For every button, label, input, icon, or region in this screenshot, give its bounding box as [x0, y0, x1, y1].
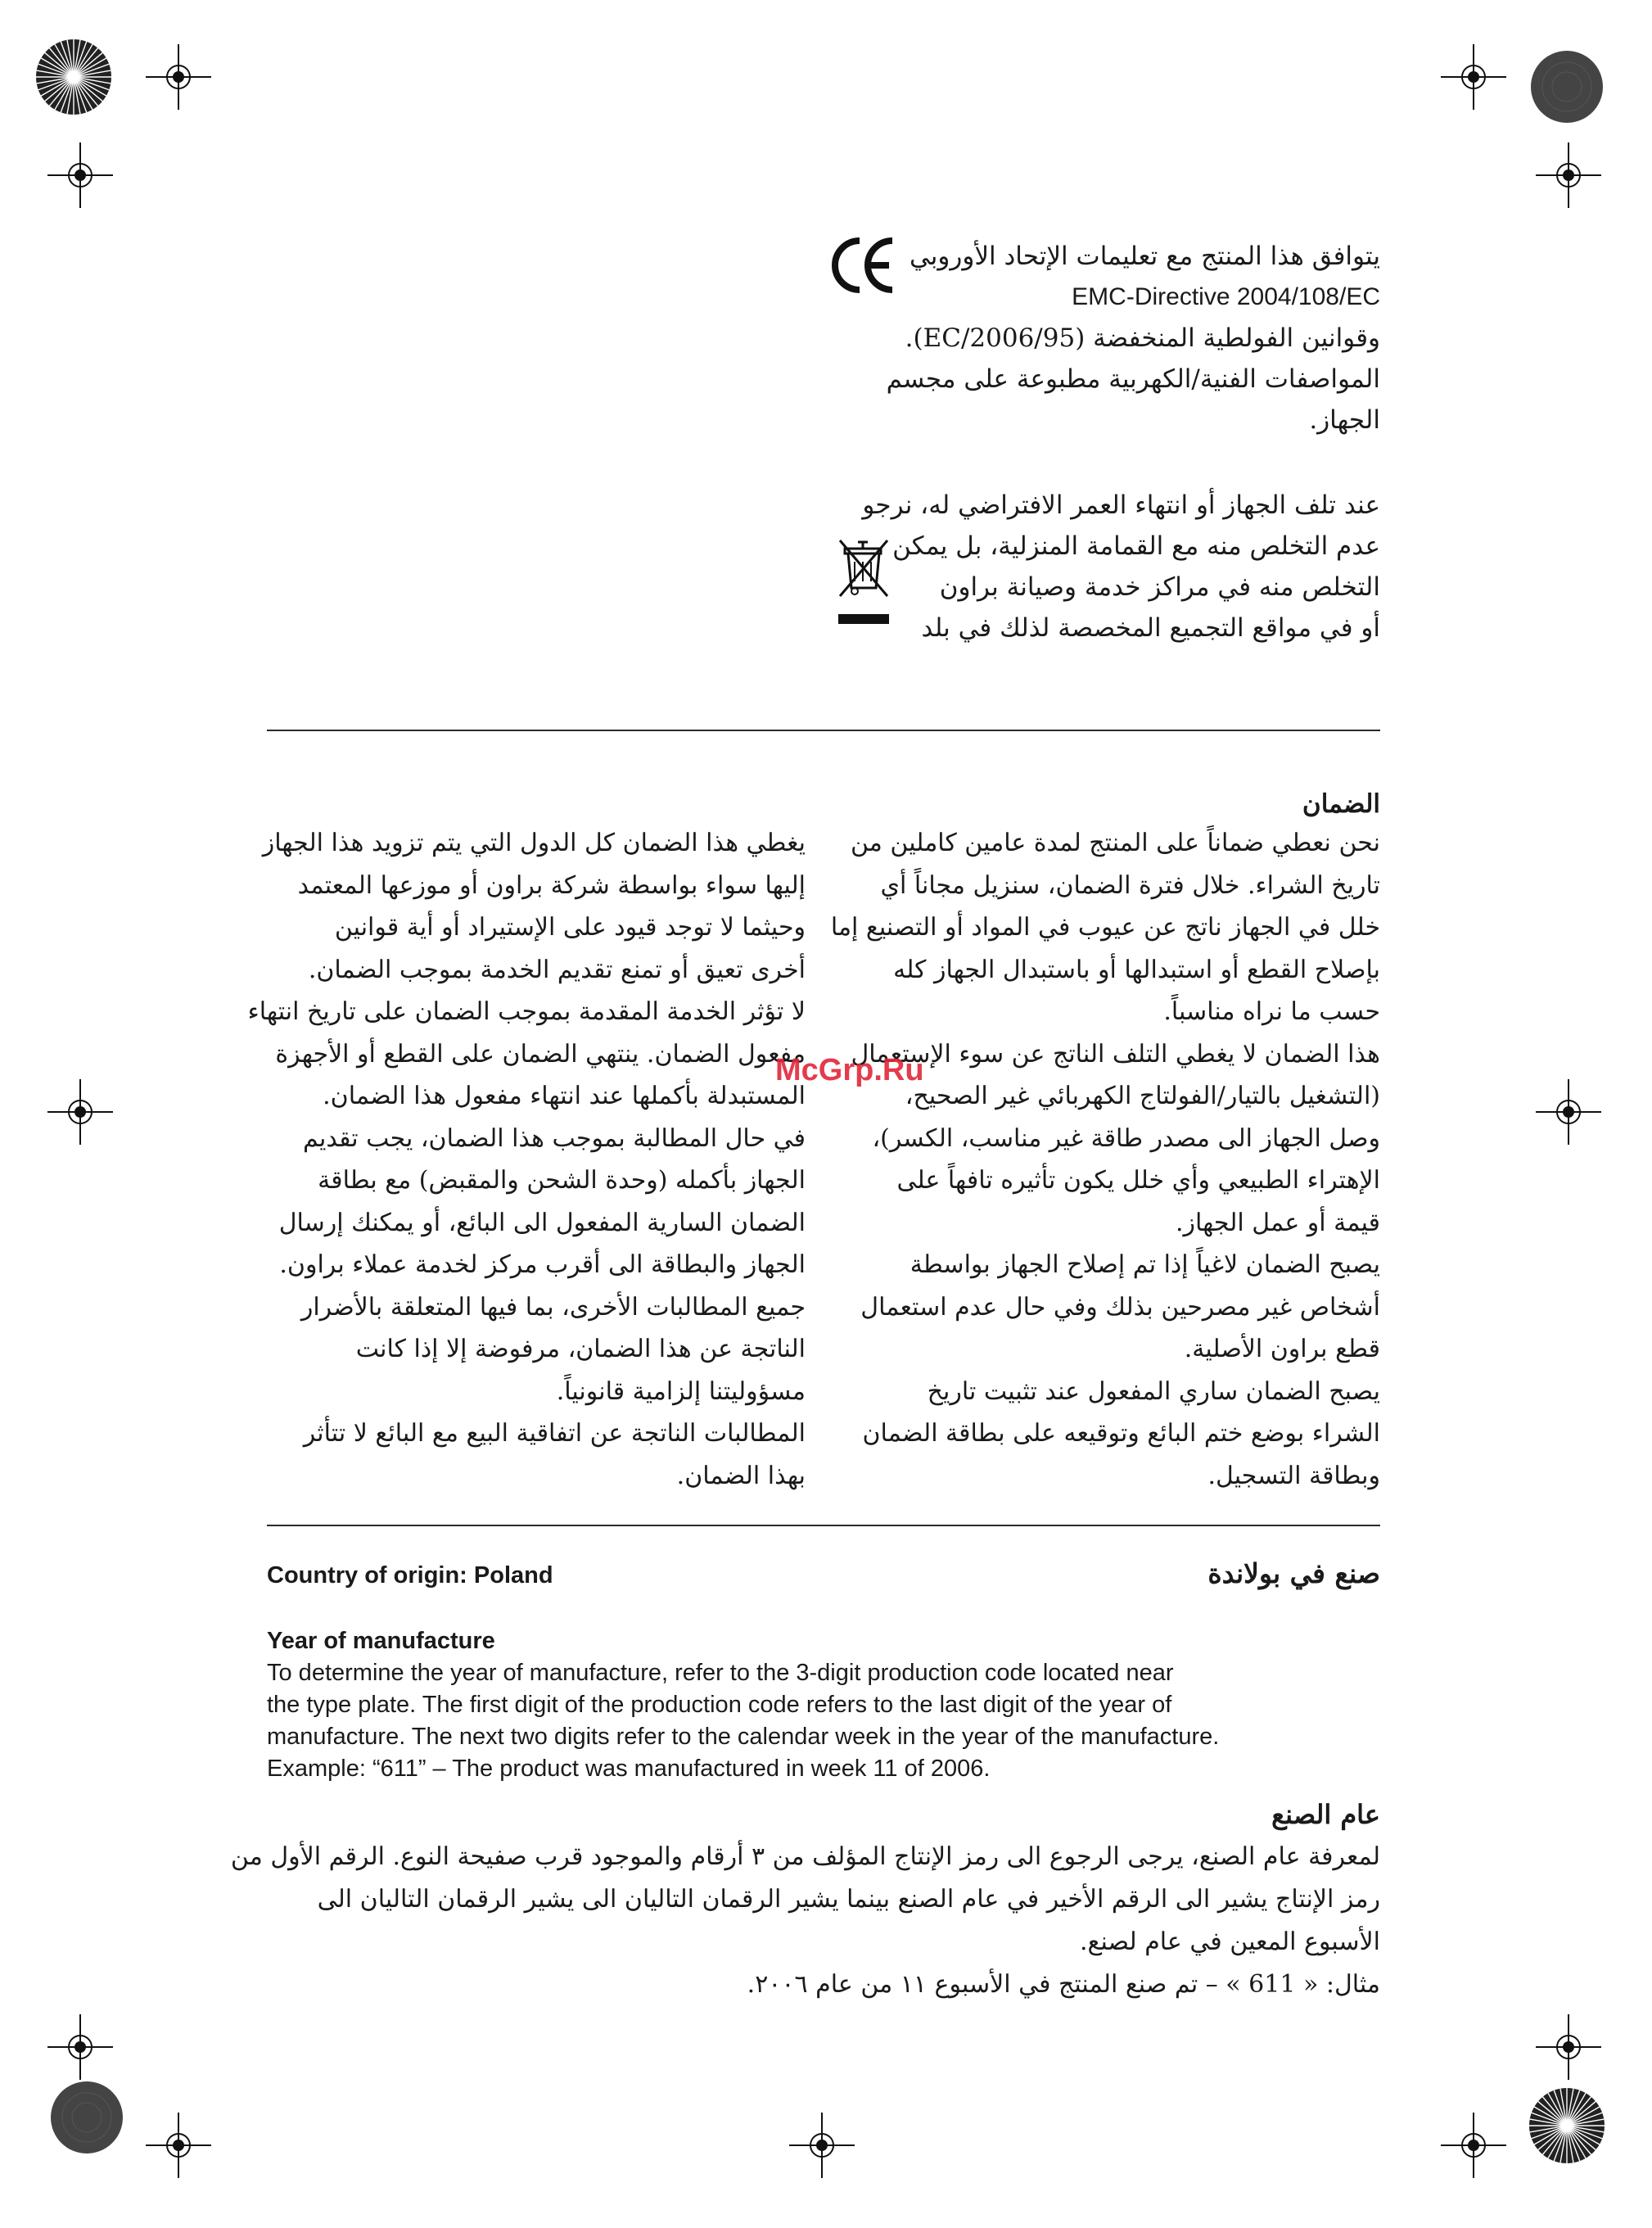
year-of-manufacture-line-ar: رمز الإنتاج يشير الى الرقم الأخير في عام الصنع بينما يشير الرقمان التاليان الى يشير الرقمان التاليان الى: [317, 1885, 1380, 1914]
crosshair-mark-bottom-center: [789, 2113, 855, 2178]
year-of-manufacture-line-ar: الأسبوع المعين في عام لصنع.: [1079, 1927, 1380, 1956]
crosshair-mark-middle-left: [47, 1079, 113, 1145]
year-of-manufacture-line-en: To determine the year of manufacture, refer to the 3-digit production code located near: [267, 1660, 1174, 1686]
year-of-manufacture-ar: [230, 1793, 1380, 2006]
warranty-line: (التشغيل بالتيار/الفولتاج الكهربائي غير الصحيح،: [905, 1082, 1380, 1110]
warranty-line: يصبح الضمان لاغياً إذا تم إصلاح الجهاز بواسطة: [910, 1250, 1380, 1279]
year-of-manufacture-line-ar: مثال: « 611 » – تم صنع المنتج في الأسبوع ١١ من عام ٢٠٠٦.: [747, 1970, 1380, 1999]
warranty-line: أخرى تعيق أو تمنع تقديم الخدمة بموجب الضمان.: [308, 955, 806, 984]
warranty-line: الإهتراء الطبيعي وأي خلل يكون تأثيره تافهاً على: [896, 1166, 1380, 1195]
crosshair-mark-bottom-left-inner: [146, 2113, 211, 2178]
disposal-line: عدم التخلص منه مع القمامة المنزلية، بل يمكن: [892, 531, 1380, 561]
warranty-line: نحن نعطي ضماناً على المنتج لمدة عامين كاملين من: [850, 829, 1380, 857]
warranty-line: حسب ما نراه مناسباً.: [1163, 997, 1380, 1026]
warranty-line: بهذا الضمان.: [676, 1461, 806, 1490]
eu-compliance-text: [856, 236, 1380, 441]
crosshair-mark-top-right-outer: [1536, 142, 1601, 208]
warranty-line: الجهاز والبطاقة الى أقرب مركز لخدمة عملاء براون.: [279, 1250, 806, 1279]
warranty-line: إليها سواء بواسطة شركة براون أو موزعها المعتمد: [297, 870, 806, 900]
warranty-line: الضمان السارية المفعول الى البائع، أو يمكنك إرسال: [278, 1208, 806, 1237]
warranty-line: بإصلاح القطع أو استبدالها أو باستبدال الجهاز كله: [893, 955, 1380, 984]
warranty-line: المستبدلة بأكملها عند انتهاء مفعول هذا الضمان.: [323, 1082, 806, 1110]
warranty-line: الناتجة عن هذا الضمان، مرفوضة إلا إذا كانت: [355, 1335, 806, 1363]
crosshair-mark-top-left-outer: [47, 142, 113, 208]
registration-reel-bottom-right: [1528, 2086, 1606, 2165]
year-of-manufacture-line-en: manufacture. The next two digits refer to the calendar week in the year of the manufacture.: [267, 1724, 1220, 1750]
warranty-line: مسؤوليتنا إلزامية قانونياً.: [556, 1376, 806, 1406]
warranty-line: هذا الضمان لا يغطي التلف الناتج عن سوء الإستعمال: [851, 1039, 1380, 1069]
disposal-line: التخلص منه في مراكز خدمة وصيانة براون: [939, 572, 1380, 602]
registration-reel-bottom-left: [47, 2078, 126, 2157]
warranty-line: وبطاقة التسجيل.: [1207, 1461, 1380, 1490]
warranty-line: في حال المطالبة بموجب هذا الضمان، يجب تقديم: [303, 1123, 806, 1153]
warranty-line: وحيثما لا توجد قيود على الإستيراد أو أية قوانين: [334, 913, 806, 942]
year-of-manufacture-line-en: the type plate. The first digit of the production code refers to the last digit of the year of: [267, 1692, 1172, 1718]
year-of-manufacture-en: [267, 1625, 1397, 1785]
warranty-line: لا تؤثر الخدمة المقدمة بموجب الضمان على تاريخ انتهاء: [247, 997, 806, 1026]
registration-reel-top-left: [34, 38, 113, 116]
compliance-line: وقوانين الفولطية المنخفضة (2006/95/EC).: [905, 323, 1380, 353]
warranty-line: الشراء بوضع ختم البائع وتوقيعه على بطاقة الضمان: [862, 1419, 1380, 1448]
year-of-manufacture-line-en: Example: “611” – The product was manufactured in week 11 of 2006.: [267, 1756, 991, 1782]
site-watermark: McGrp.Ru: [775, 1053, 924, 1087]
crosshair-mark-middle-right: [1536, 1079, 1601, 1145]
disposal-line: أو في مواقع التجميع المخصصة لذلك في بلد: [921, 613, 1380, 643]
compliance-line: يتوافق هذا المنتج مع تعليمات الإتحاد الأوروبي: [909, 242, 1380, 271]
warranty-line: خلل في الجهاز ناتج عن عيوب في المواد أو التصنيع إما: [830, 913, 1380, 942]
year-of-manufacture-title-ar: عام الصنع: [1271, 1799, 1380, 1830]
compliance-line-directive: EMC-Directive 2004/108/EC: [1072, 283, 1380, 310]
warranty-line: أشخاص غير مصرحين بذلك وفي حال عدم استعمال: [860, 1292, 1380, 1322]
disposal-text: [862, 485, 1380, 649]
crossed-out-wheelie-bin-icon: [837, 537, 892, 629]
country-of-origin-ar: صنع في بولاندة: [1207, 1557, 1380, 1589]
disposal-line: عند تلف الجهاز أو انتهاء العمر الافتراضي له، نرجو: [862, 490, 1380, 520]
warranty-line: يصبح الضمان ساري المفعول عند تثبيت تاريخ: [927, 1376, 1380, 1406]
warranty-line: المطالبات الناتجة عن اتفاقية البيع مع البائع لا تتأثر: [303, 1419, 806, 1448]
year-of-manufacture-title-en: Year of manufacture: [267, 1628, 495, 1654]
warranty-title: الضمان: [1302, 789, 1380, 819]
year-of-manufacture-line-ar: لمعرفة عام الصنع، يرجى الرجوع الى رمز الإنتاج المؤلف من ٣ أرقام والموجود قرب صفيحة النوع. الرقم الأول من: [230, 1842, 1380, 1871]
warranty-line: قيمة أو عمل الجهاز.: [1175, 1208, 1380, 1237]
warranty-left-column: [241, 822, 806, 1497]
warranty-line: قطع براون الأصلية.: [1184, 1335, 1380, 1363]
compliance-line: المواصفات الفنية/الكهربية مطبوعة على مجسم: [886, 364, 1380, 394]
crosshair-mark-bottom-left-outer: [47, 2014, 113, 2080]
warranty-line: جميع المطالبات الأخرى، بما فيها المتعلقة بالأضرار: [300, 1292, 806, 1322]
divider-bottom: [267, 1525, 1380, 1526]
warranty-line: وصل الجهاز الى مصدر طاقة غير مناسب، الكسر)،: [872, 1123, 1380, 1153]
crosshair-mark-top-right-inner: [1441, 44, 1506, 110]
warranty-line: مفعول الضمان. ينتهي الضمان على القطع أو الأجهزة: [275, 1039, 806, 1069]
warranty-line: يغطي هذا الضمان كل الدول التي يتم تزويد هذا الجهاز: [262, 829, 806, 857]
crosshair-mark-top-left-inner: [146, 44, 211, 110]
registration-reel-top-right: [1528, 47, 1606, 126]
warranty-right-column: [815, 822, 1380, 1497]
warranty-line: الجهاز بأكمله (وحدة الشحن والمقبض) مع بطاقة: [318, 1166, 806, 1195]
divider-top: [267, 730, 1380, 731]
crosshair-mark-bottom-right-outer: [1536, 2014, 1601, 2080]
crosshair-mark-bottom-right-inner: [1441, 2113, 1506, 2178]
warranty-line: تاريخ الشراء. خلال فترة الضمان، سنزيل مجاناً أي: [880, 870, 1380, 900]
country-of-origin-en: Country of origin: Poland: [267, 1562, 553, 1589]
compliance-line: الجهاز.: [1309, 405, 1380, 435]
